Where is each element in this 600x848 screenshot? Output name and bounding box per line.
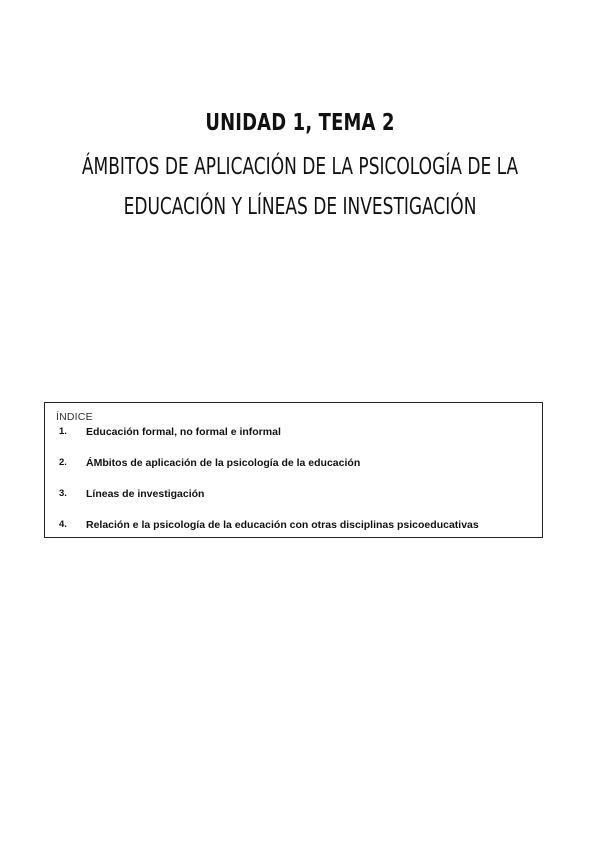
- index-item-number: 1.: [59, 426, 67, 437]
- index-item-number: 4.: [59, 519, 67, 530]
- index-box: [44, 402, 543, 538]
- document-title-line-1: ÁMBITOS DE APLICACIÓN DE LA PSICOLOGÍA DE LA: [81, 154, 519, 180]
- index-item: [45, 426, 542, 457]
- index-item-number: 2.: [59, 457, 67, 468]
- index-item: [45, 457, 542, 488]
- index-item-label: Relación e la psicología de la educación con otras disciplinas psicoeducativas: [86, 519, 479, 531]
- index-item: [45, 519, 542, 550]
- index-item: [45, 488, 542, 519]
- index-item-label: ÁMbitos de aplicación de la psicología de la educación: [86, 457, 361, 469]
- title-block: [0, 103, 600, 227]
- index-list: [45, 426, 542, 550]
- index-item-number: 3.: [59, 488, 67, 499]
- index-item-label: Educación formal, no formal e informal: [86, 426, 281, 438]
- unit-title: UNIDAD 1, TEMA 2: [205, 110, 395, 136]
- index-heading: ÍNDICE: [56, 411, 93, 423]
- document-title: [78, 147, 522, 227]
- index-item-label: Líneas de investigación: [86, 488, 205, 500]
- document-title-line-2: EDUCACIÓN Y LÍNEAS DE INVESTIGACIÓN: [123, 194, 477, 220]
